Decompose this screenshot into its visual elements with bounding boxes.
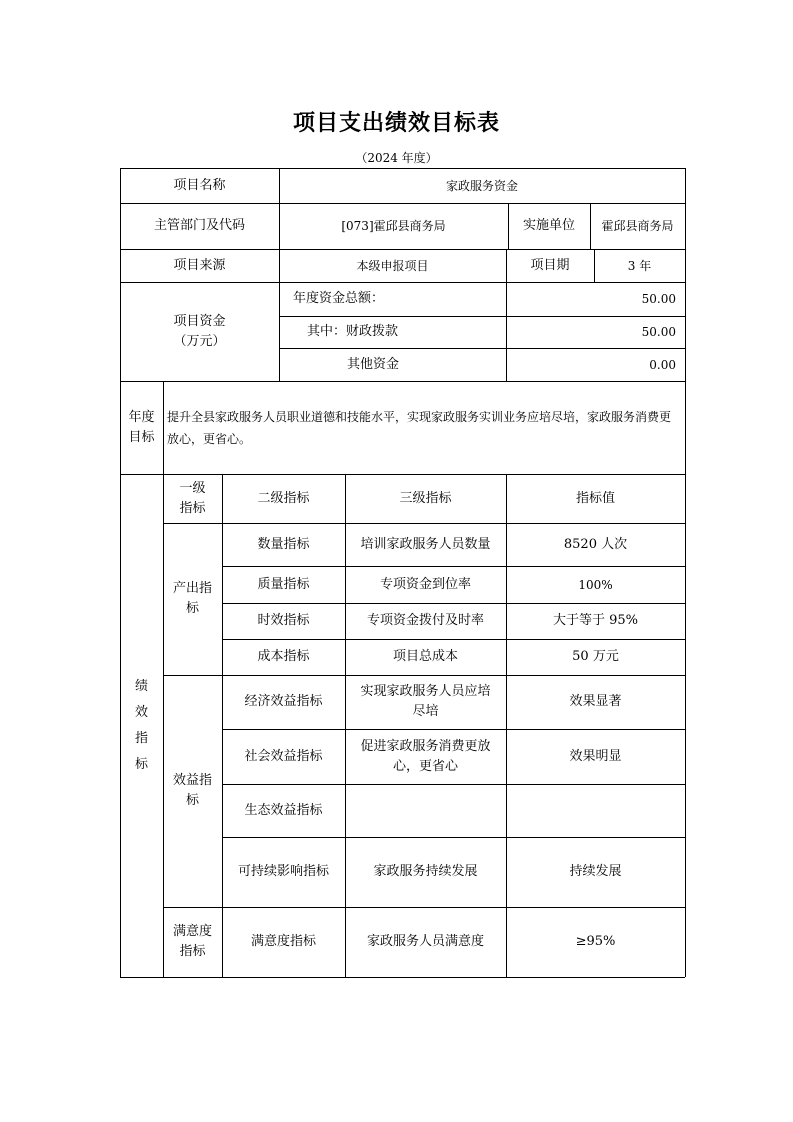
- table-row-value: 效果明显: [569, 748, 622, 764]
- project-name-value: 家政服务资金: [445, 178, 518, 193]
- table-row-level3: 家政服务人员满意度: [366, 934, 484, 949]
- fiscal-allocation-label: 其中：财政拨款: [307, 324, 399, 339]
- project-source-label: 项目来源: [173, 257, 226, 273]
- table-row-value: 持续发展: [569, 864, 622, 879]
- table-row-level3: 专项资金拨付及时率: [366, 613, 484, 628]
- satisfaction-indicators-label: 满意度 指标: [172, 924, 212, 959]
- timeliness-indicator: 时效指标: [257, 613, 310, 628]
- project-funds-label-line1: 项目资金: [173, 313, 226, 329]
- table-row-value: [506, 784, 685, 837]
- project-funds-label-line2: （万元）: [173, 333, 226, 349]
- table-row-value: 8520 人次: [563, 536, 628, 552]
- table-row-level3: 专项资金到位率: [379, 576, 471, 592]
- department-value: [073]霍邱县商务局: [341, 219, 446, 233]
- project-funds-label: [120, 282, 279, 381]
- project-period-label: 项目期: [530, 257, 570, 273]
- implementing-unit-value: 霍邱县商务局: [601, 219, 674, 233]
- project-period-value: 3 年: [627, 258, 652, 273]
- sustainability-indicator: 可持续影响指标: [237, 864, 329, 879]
- level3-header: 三级指标: [399, 490, 452, 506]
- table-row-value: 大于等于 95%: [552, 613, 639, 628]
- cost-indicator: 成本指标: [257, 649, 310, 664]
- table-row-level3: 实现家政服务人员应培 尽培: [360, 684, 491, 719]
- quantity-indicator: 数量指标: [257, 536, 310, 552]
- output-indicators-label: 产出指 标: [172, 581, 212, 616]
- level1-header: 一级 指标: [179, 480, 206, 516]
- department-label: 主管部门及代码: [153, 218, 245, 233]
- ecological-benefit-indicator: 生态效益指标: [244, 802, 323, 818]
- table-row-level3: [345, 784, 506, 837]
- table-row-level3: 促进家政服务消费更放 心，更省心: [360, 738, 491, 774]
- indicator-value-header: 指标值: [575, 490, 615, 506]
- table-row-level3: 家政服务持续发展: [373, 864, 478, 879]
- page-title: 项目支出绩效目标表: [292, 111, 500, 136]
- annual-goal-label-line2: 目标: [128, 429, 155, 445]
- project-source-value: 本级申报项目: [356, 258, 429, 273]
- fiscal-year: （2024 年度）: [355, 151, 438, 165]
- implementing-unit-label: 实施单位: [522, 218, 575, 233]
- fiscal-allocation-value: 50.00: [641, 325, 676, 339]
- table-row-value: 效果显著: [569, 694, 622, 709]
- table-row-value: 100%: [578, 577, 613, 592]
- table-row-level3: 项目总成本: [392, 649, 458, 664]
- social-benefit-indicator: 社会效益指标: [244, 748, 323, 764]
- benefit-indicators-label: 效益指 标: [172, 773, 212, 808]
- table-row-level3: 培训家政服务人员数量: [360, 536, 491, 552]
- other-funds-value: 0.00: [649, 357, 676, 372]
- economic-benefit-indicator: 经济效益指标: [244, 694, 323, 709]
- annual-goal-label: [120, 381, 163, 474]
- quality-indicator: 质量指标: [257, 576, 310, 592]
- table-row-value: ≥95%: [575, 934, 616, 949]
- annual-goal-text: 提升全县家政服务人员职业道德和技能水平，实现家政服务实训业务应培尽培，家政服务消费更放心，更省心。: [167, 409, 672, 446]
- annual-total-value: 50.00: [641, 292, 676, 306]
- level2-header: 二级指标: [257, 490, 310, 506]
- performance-indicators-label: 绩效指标: [135, 678, 149, 772]
- other-funds-label: 其他资金: [347, 356, 400, 372]
- satisfaction-indicator: 满意度指标: [250, 934, 316, 949]
- table-row-value: 50 万元: [572, 649, 619, 664]
- annual-total-label: 年度资金总额：: [293, 291, 385, 306]
- annual-goal-label-line1: 年度: [128, 409, 155, 425]
- project-name-label: 项目名称: [173, 177, 226, 193]
